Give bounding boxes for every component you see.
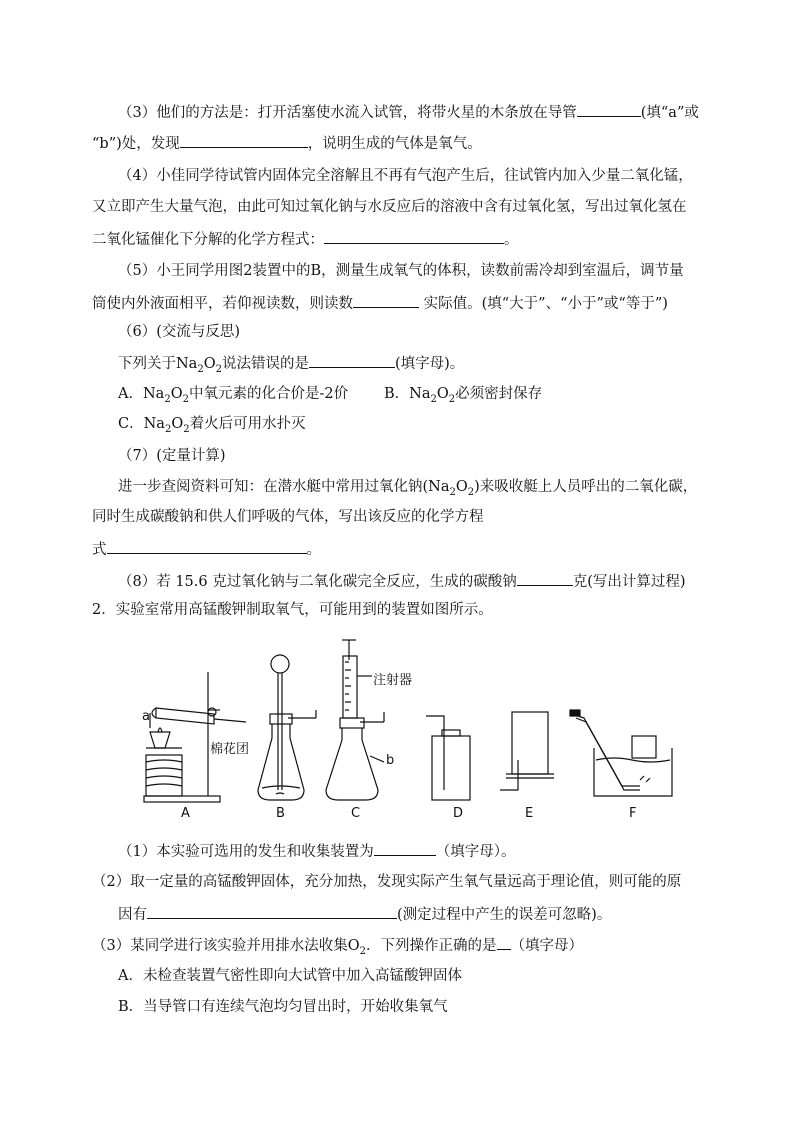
q2-sub3-option-a: A．未检查装置气密性即向大试管中加入高锰酸钾固体 — [118, 968, 462, 984]
apparatus-d — [426, 716, 470, 800]
apparatus-b — [258, 655, 316, 800]
answer-blank[interactable] — [374, 840, 436, 856]
q1-part5-line1: （5）小王同学用图2装置中的B，测量生成氧气的体积，读数前需冷却到室温后，调节量 — [118, 263, 684, 279]
q1-part8: （8）若 15.6 克过氧化钠与二氧化碳完全反应，生成的碳酸钠 克(写出计算过程) — [118, 570, 686, 592]
q1-option-a: A．$Na_2O_2$中氧元素的化合价是-2价 — [118, 386, 349, 405]
q1-part7-line1: 进一步查阅资料可知：在潜水艇中常用过氧化钠$(Na_2O_2)$来吸收艇上人员呼出的二氧化碳， — [118, 479, 698, 498]
label-syringe: 注射器 — [373, 673, 413, 688]
q1-part4-line3: 二氧化锰催化下分解的化学方程式： 。 — [92, 228, 519, 250]
caption-d: D — [453, 806, 464, 821]
q1-part5-line2: 筒使内外液面相平，若仰视读数，则读数 实际值。(填“大于”、“小于”或“等于”) — [92, 292, 668, 314]
q1-part4-line2: 又立即产生大量气泡，由此可知过氧化钠与水反应后的溶液中含有过氧化氢，写出过氧化氢在 — [92, 199, 687, 215]
label-a: a — [142, 709, 150, 724]
q2-sub2-line1: （2）取一定量的高锰酸钾固体，充分加热，发现实际产生氧气量远高于理论值，则可能的原 — [92, 874, 682, 890]
label-cotton: 棉花团 — [210, 742, 250, 757]
caption-c: C — [351, 806, 361, 821]
q2-sub1: （1）本实验可选用的发生和收集装置为 （填字母）。 — [118, 840, 515, 862]
q2-sub3-option-b: B．当导管口有连续气泡均匀冒出时，开始收集氧气 — [118, 999, 448, 1015]
q1-option-c: C．$Na_2O_2$着火后可用水扑灭 — [118, 416, 306, 435]
q2-title: 2．实验室常用高锰酸钾制取氧气，可能用到的装置如图所示。 — [92, 602, 493, 618]
label-b: b — [386, 753, 395, 768]
apparatus-a — [144, 672, 246, 802]
caption-e: E — [525, 806, 534, 821]
q1-part6-heading: （6）(交流与反思) — [118, 324, 241, 340]
q1-part3-line1: （3）他们的方法是：打开活塞使水流入试管，将带火星的木条放在导管 (填“a”或 — [118, 101, 699, 123]
q1-part3-line2: “b”)处，发现 ，说明生成的气体是氧气。 — [92, 132, 482, 154]
caption-b: B — [276, 806, 285, 821]
answer-blank[interactable] — [147, 903, 397, 919]
q1-part7-heading: （7）(定量计算) — [118, 448, 226, 464]
apparatus-e — [500, 712, 554, 790]
apparatus-c — [326, 640, 384, 800]
q1-part6-question: 下列关于$Na_2O_2$说法错误的是 (填字母)。 — [118, 352, 464, 374]
caption-a: A — [181, 806, 190, 821]
q1-part4-line1: （4）小佳同学待试管内固体完全溶解且不再有气泡产生后，往试管内加入少量二氧化锰， — [118, 168, 693, 184]
q2-sub3: （3）某同学进行该实验并用排水法收集$O_2$．下列操作正确的是 （填字母） — [92, 934, 583, 956]
answer-blank[interactable] — [497, 934, 511, 950]
q2-sub2-line2: 因有 (测定过程中产生的误差可忽略)。 — [118, 903, 611, 925]
apparatus-f — [570, 710, 672, 796]
q1-part7-line2: 同时生成碳酸钠和供人们呼吸的气体，写出该反应的化学方程 — [92, 509, 484, 525]
caption-f: F — [629, 806, 637, 821]
q1-option-b: B．$Na_2O_2$必须密封保存 — [384, 386, 543, 405]
q1-part7-line3: 式 。 — [92, 538, 321, 560]
